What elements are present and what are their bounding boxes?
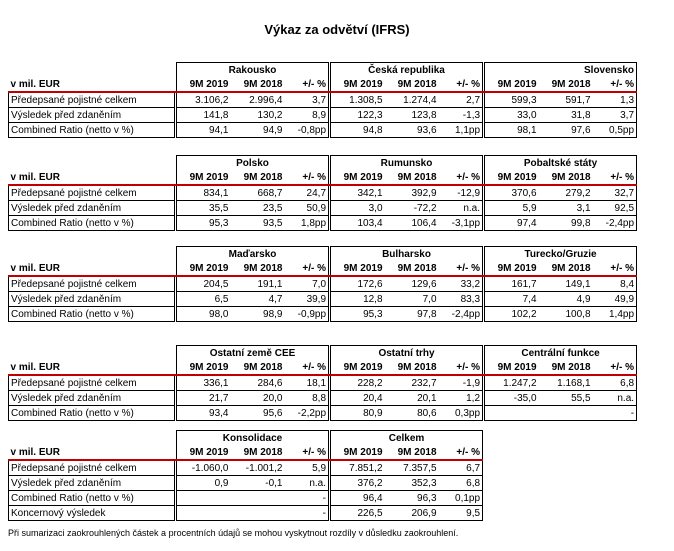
value-change: 0,1pp (439, 491, 483, 506)
value-change: 49,9 (593, 292, 637, 307)
segment-name: Rumunsko (331, 156, 483, 171)
unit-label: v mil. EUR (9, 77, 175, 92)
value-2019: 102,2 (485, 307, 539, 322)
value-2019: 204,5 (177, 276, 231, 292)
segment-name: Bulharsko (331, 247, 483, 262)
col-header-change: +/- % (439, 170, 483, 185)
row-label: Předepsané pojistné celkem (9, 460, 175, 476)
value-change: -12,9 (439, 185, 483, 201)
col-header-2019: 9M 2019 (331, 445, 385, 460)
value-2018: 232,7 (385, 375, 439, 391)
value-change: 6,7 (439, 460, 483, 476)
segment-name: Turecko/Gruzie (485, 247, 637, 262)
value-change: 24,7 (285, 185, 329, 201)
value-2019: -35,0 (485, 391, 539, 406)
value-change: 0,5pp (593, 123, 637, 138)
value-change: - (285, 491, 329, 506)
col-header-change: +/- % (439, 261, 483, 276)
value-change: 8,8 (285, 391, 329, 406)
segment-name-row (9, 156, 637, 171)
value-change: n.a. (593, 391, 637, 406)
value-change: -0,8pp (285, 123, 329, 138)
segment-name: Pobaltské státy (485, 156, 637, 171)
value-2019: 7,4 (485, 292, 539, 307)
value-change: 2,7 (439, 92, 483, 108)
value-2019: 95,3 (177, 216, 231, 231)
column-header-row (9, 261, 637, 276)
row-label: Výsledek před zdaněním (9, 391, 175, 406)
value-2018: 99,8 (539, 216, 593, 231)
value-change: 7,0 (285, 276, 329, 292)
row-label: Výsledek před zdaněním (9, 201, 175, 216)
value-change: 92,5 (593, 201, 637, 216)
col-header-2018: 9M 2018 (231, 360, 285, 375)
value-2018: 1.168,1 (539, 375, 593, 391)
col-header-2019: 9M 2019 (331, 77, 385, 92)
pretax-row (9, 391, 637, 406)
col-header-2018: 9M 2018 (231, 77, 285, 92)
col-header-2019: 9M 2019 (485, 77, 539, 92)
value-2019: 3.106,2 (177, 92, 231, 108)
row-label: Předepsané pojistné celkem (9, 185, 175, 201)
value-change: - (593, 406, 637, 421)
pretax-row (9, 108, 637, 123)
col-header-2019: 9M 2019 (331, 360, 385, 375)
column-header-row (9, 77, 637, 92)
combined-ratio-row (9, 307, 637, 322)
value-2019: -1.060,0 (177, 460, 231, 476)
col-header-2018: 9M 2018 (231, 445, 285, 460)
segment-table (8, 430, 483, 521)
col-header-2019: 9M 2019 (485, 170, 539, 185)
value-2019: 33,0 (485, 108, 539, 123)
value-2018: 352,3 (385, 476, 439, 491)
row-label: Výsledek před zdaněním (9, 476, 175, 491)
value-2018: 668,7 (231, 185, 285, 201)
value-2018: 20,0 (231, 391, 285, 406)
segment-name-row (9, 431, 483, 446)
value-2019: 97,4 (485, 216, 539, 231)
value-change: n.a. (285, 476, 329, 491)
col-header-change: +/- % (285, 77, 329, 92)
value-2018 (231, 491, 285, 506)
value-2019: 1.247,2 (485, 375, 539, 391)
column-header-row (9, 360, 637, 375)
value-change: 1,4pp (593, 307, 637, 322)
segment-name-row (9, 63, 637, 78)
value-change: 39,9 (285, 292, 329, 307)
value-2018: 4,7 (231, 292, 285, 307)
combined-ratio-row (9, 216, 637, 231)
unit-label: v mil. EUR (9, 261, 175, 276)
value-change: 1,8pp (285, 216, 329, 231)
value-change: 32,7 (593, 185, 637, 201)
col-header-2018: 9M 2018 (539, 261, 593, 276)
row-label: Předepsané pojistné celkem (9, 92, 175, 108)
value-change: 8,4 (593, 276, 637, 292)
value-2018: 3,1 (539, 201, 593, 216)
value-2018: 80,6 (385, 406, 439, 421)
col-header-change: +/- % (285, 360, 329, 375)
unit-label: v mil. EUR (9, 445, 175, 460)
value-change: 33,2 (439, 276, 483, 292)
premiums-row (9, 460, 483, 476)
col-header-2019: 9M 2019 (177, 261, 231, 276)
segment-table (8, 62, 637, 138)
col-header-2018: 9M 2018 (385, 360, 439, 375)
value-change: -2,2pp (285, 406, 329, 421)
value-2018: -1.001,2 (231, 460, 285, 476)
col-header-change: +/- % (285, 170, 329, 185)
value-2019: 98,1 (485, 123, 539, 138)
value-change: -2,4pp (593, 216, 637, 231)
value-2019: 161,7 (485, 276, 539, 292)
col-header-2018: 9M 2018 (539, 360, 593, 375)
value-2018: 591,7 (539, 92, 593, 108)
segment-name: Maďarsko (177, 247, 329, 262)
premiums-row (9, 92, 637, 108)
value-2018: 97,6 (539, 123, 593, 138)
value-2018: 31,8 (539, 108, 593, 123)
unit-label: v mil. EUR (9, 170, 175, 185)
col-header-change: +/- % (593, 360, 637, 375)
value-2019: 834,1 (177, 185, 231, 201)
value-change: 6,8 (593, 375, 637, 391)
value-change: - (285, 506, 329, 521)
value-2018: 95,6 (231, 406, 285, 421)
col-header-2018: 9M 2018 (385, 77, 439, 92)
value-2019: 376,2 (331, 476, 385, 491)
premiums-row (9, 375, 637, 391)
value-2018: 93,5 (231, 216, 285, 231)
pretax-row (9, 476, 483, 491)
segment-name: Rakousko (177, 63, 329, 78)
col-header-change: +/- % (593, 77, 637, 92)
pretax-row (9, 201, 637, 216)
value-change: 1,1pp (439, 123, 483, 138)
col-header-change: +/- % (439, 445, 483, 460)
combined-ratio-row (9, 491, 483, 506)
value-2018: -72,2 (385, 201, 439, 216)
value-2019: 228,2 (331, 375, 385, 391)
segment-name: Centrální funkce (485, 346, 637, 361)
col-header-change: +/- % (439, 360, 483, 375)
value-change: 1,2 (439, 391, 483, 406)
value-change: 9,5 (439, 506, 483, 521)
row-label: Předepsané pojistné celkem (9, 276, 175, 292)
value-2019: 12,8 (331, 292, 385, 307)
value-2019: 6,5 (177, 292, 231, 307)
col-header-2019: 9M 2019 (485, 360, 539, 375)
value-change: 3,7 (285, 92, 329, 108)
row-label: Combined Ratio (netto v %) (9, 406, 175, 421)
col-header-2018: 9M 2018 (539, 77, 593, 92)
value-2018: 55,5 (539, 391, 593, 406)
col-header-2019: 9M 2019 (177, 170, 231, 185)
value-change: 3,7 (593, 108, 637, 123)
col-header-2019: 9M 2019 (177, 445, 231, 460)
row-label: Předepsané pojistné celkem (9, 375, 175, 391)
row-label: Výsledek před zdaněním (9, 108, 175, 123)
col-header-2019: 9M 2019 (177, 360, 231, 375)
value-2019 (177, 506, 231, 521)
value-2018: 106,4 (385, 216, 439, 231)
value-2018: 392,9 (385, 185, 439, 201)
combined-ratio-row (9, 123, 637, 138)
label-spacer (9, 346, 175, 361)
value-2018 (539, 406, 593, 421)
value-2019: 21,7 (177, 391, 231, 406)
value-2019: 599,3 (485, 92, 539, 108)
value-2018: 279,2 (539, 185, 593, 201)
segment-name: Polsko (177, 156, 329, 171)
value-change: 18,1 (285, 375, 329, 391)
segment-table (8, 155, 637, 231)
value-2019: 103,4 (331, 216, 385, 231)
col-header-2019: 9M 2019 (485, 261, 539, 276)
value-2018 (231, 506, 285, 521)
value-2018: 97,8 (385, 307, 439, 322)
value-2018: 191,1 (231, 276, 285, 292)
value-2019: 342,1 (331, 185, 385, 201)
value-change: 1,3 (593, 92, 637, 108)
col-header-2019: 9M 2019 (331, 261, 385, 276)
value-2019: 94,8 (331, 123, 385, 138)
value-change: -1,9 (439, 375, 483, 391)
segment-name: Slovensko (485, 63, 637, 78)
value-2018: -0,1 (231, 476, 285, 491)
value-2018: 284,6 (231, 375, 285, 391)
value-change: 6,8 (439, 476, 483, 491)
value-2018: 129,6 (385, 276, 439, 292)
value-change: 5,9 (285, 460, 329, 476)
value-2018: 1.274,4 (385, 92, 439, 108)
value-2019: 0,9 (177, 476, 231, 491)
value-2019: 141,8 (177, 108, 231, 123)
label-spacer (9, 156, 175, 171)
segment-name: Celkem (331, 431, 483, 446)
footnote: Při sumarizaci zaokrouhlených částek a procentních údajů se mohou vyskytnout rozdíly v důsledku zaokrouhlení. (8, 528, 459, 538)
value-2019 (177, 491, 231, 506)
value-2018: 206,9 (385, 506, 439, 521)
col-header-change: +/- % (439, 77, 483, 92)
row-label: Koncernový výsledek (9, 506, 175, 521)
value-2019: 96,4 (331, 491, 385, 506)
label-spacer (9, 431, 175, 446)
segment-name: Ostatní země CEE (177, 346, 329, 361)
row-label: Combined Ratio (netto v %) (9, 123, 175, 138)
label-spacer (9, 247, 175, 262)
pretax-row (9, 292, 637, 307)
column-header-row (9, 170, 637, 185)
value-2019: 122,3 (331, 108, 385, 123)
value-2019: 93,4 (177, 406, 231, 421)
value-change: 83,3 (439, 292, 483, 307)
value-2018: 4,9 (539, 292, 593, 307)
row-label: Výsledek před zdaněním (9, 292, 175, 307)
report-title: Výkaz za odvětví (IFRS) (264, 22, 410, 37)
value-2019: 94,1 (177, 123, 231, 138)
value-2018: 123,8 (385, 108, 439, 123)
segment-table (8, 246, 637, 322)
segment-table (8, 345, 637, 421)
label-spacer (9, 63, 175, 78)
value-2018: 2.996,4 (231, 92, 285, 108)
col-header-2018: 9M 2018 (385, 445, 439, 460)
col-header-change: +/- % (285, 261, 329, 276)
col-header-2018: 9M 2018 (231, 261, 285, 276)
value-2018: 20,1 (385, 391, 439, 406)
premiums-row (9, 276, 637, 292)
value-change: -3,1pp (439, 216, 483, 231)
value-2019: 1.308,5 (331, 92, 385, 108)
col-header-2018: 9M 2018 (385, 261, 439, 276)
value-2019: 80,9 (331, 406, 385, 421)
segment-name: Česká republika (331, 63, 483, 78)
value-2018: 100,8 (539, 307, 593, 322)
col-header-2018: 9M 2018 (385, 170, 439, 185)
col-header-change: +/- % (285, 445, 329, 460)
value-2018: 149,1 (539, 276, 593, 292)
col-header-change: +/- % (593, 170, 637, 185)
value-2019: 5,9 (485, 201, 539, 216)
segment-name: Konsolidace (177, 431, 329, 446)
value-change: n.a. (439, 201, 483, 216)
value-change: -1,3 (439, 108, 483, 123)
column-header-row (9, 445, 483, 460)
value-2018: 23,5 (231, 201, 285, 216)
value-2019 (485, 406, 539, 421)
value-2018: 98,9 (231, 307, 285, 322)
col-header-2019: 9M 2019 (331, 170, 385, 185)
value-2019: 3,0 (331, 201, 385, 216)
value-2018: 7,0 (385, 292, 439, 307)
value-change: 0,3pp (439, 406, 483, 421)
value-2019: 226,5 (331, 506, 385, 521)
row-label: Combined Ratio (netto v %) (9, 216, 175, 231)
value-change: -0,9pp (285, 307, 329, 322)
value-change: -2,4pp (439, 307, 483, 322)
value-2019: 336,1 (177, 375, 231, 391)
value-2018: 93,6 (385, 123, 439, 138)
net-result-row (9, 506, 483, 521)
value-2019: 35,5 (177, 201, 231, 216)
segment-name-row (9, 346, 637, 361)
value-2019: 98,0 (177, 307, 231, 322)
row-label: Combined Ratio (netto v %) (9, 491, 175, 506)
segment-name-row (9, 247, 637, 262)
value-2018: 130,2 (231, 108, 285, 123)
segment-name: Ostatní trhy (331, 346, 483, 361)
value-2019: 7.851,2 (331, 460, 385, 476)
premiums-row (9, 185, 637, 201)
value-2018: 96,3 (385, 491, 439, 506)
col-header-change: +/- % (593, 261, 637, 276)
value-change: 50,9 (285, 201, 329, 216)
col-header-2018: 9M 2018 (231, 170, 285, 185)
value-change: 8,9 (285, 108, 329, 123)
col-header-2018: 9M 2018 (539, 170, 593, 185)
value-2018: 94,9 (231, 123, 285, 138)
value-2019: 95,3 (331, 307, 385, 322)
combined-ratio-row (9, 406, 637, 421)
value-2019: 370,6 (485, 185, 539, 201)
value-2018: 7.357,5 (385, 460, 439, 476)
value-2019: 172,6 (331, 276, 385, 292)
row-label: Combined Ratio (netto v %) (9, 307, 175, 322)
value-2019: 20,4 (331, 391, 385, 406)
unit-label: v mil. EUR (9, 360, 175, 375)
col-header-2019: 9M 2019 (177, 77, 231, 92)
